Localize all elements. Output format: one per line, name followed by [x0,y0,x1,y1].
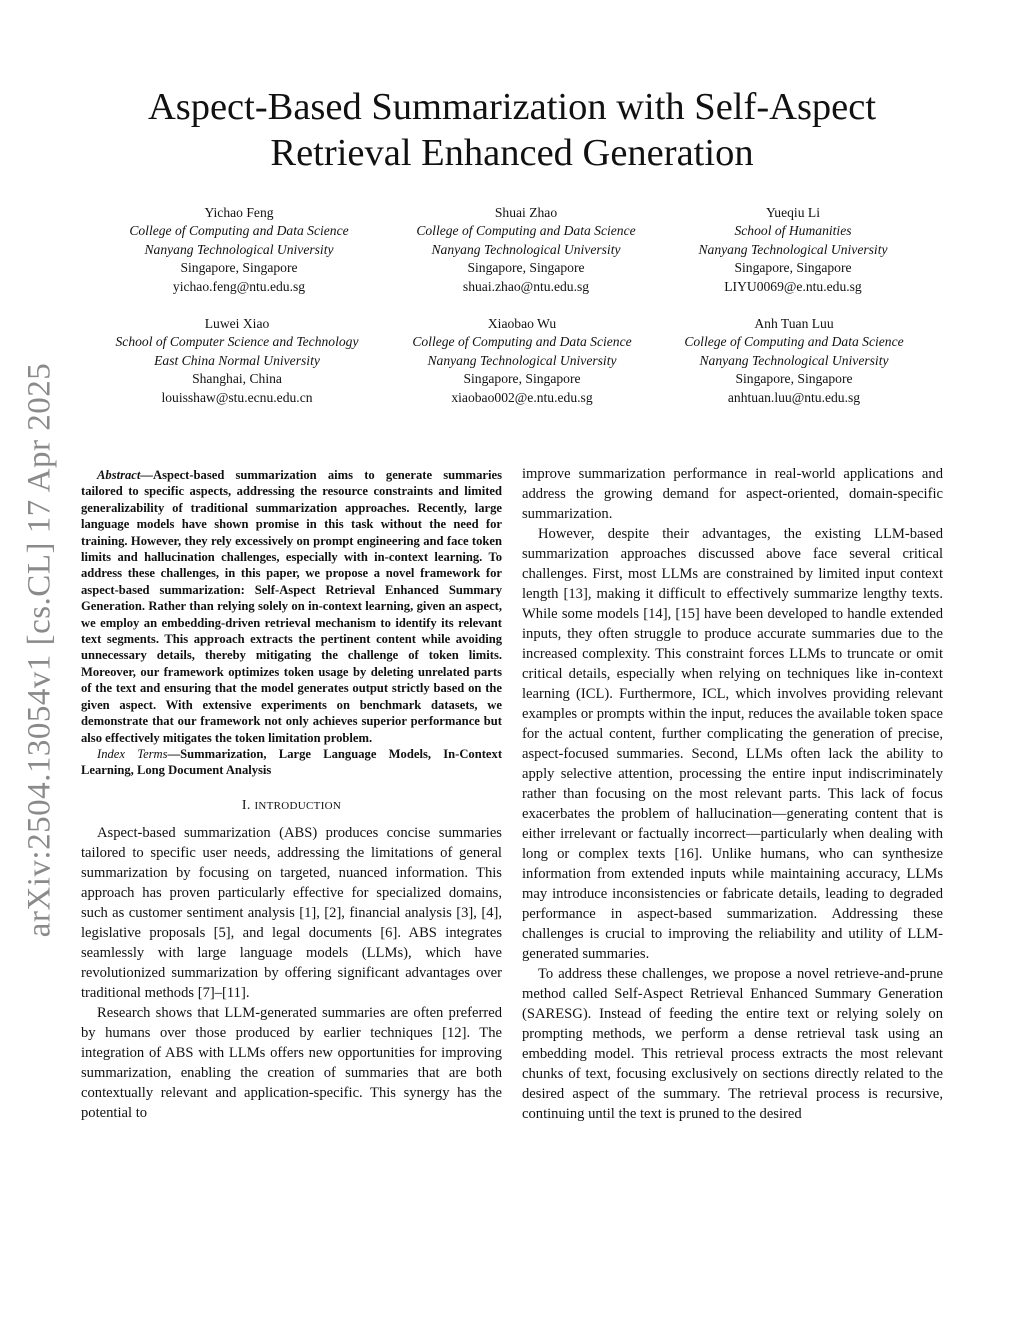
author-university: Nanyang Technological University [427,352,617,368]
abstract: Abstract—Aspect-based summarization aims to generate summaries tailored to specific aspects, addressing the resource constraints and limited generalizability of traditional summarization approaches. Recently, large language models have shown promise in this task without the need for training. However, they rely excessively on prompt engineering and face token limits and hallucination challenges, especially with in-context learning. To address these challenges, in this paper, we propose a novel framework for aspect-based summarization: Self-Aspect Retrieval Enhanced Summary Generation. Rather than relying solely on in-context learning, given an aspect, we employ an embedding-driven retrieval mechanism to identify its relevant text segments. This approach extracts the pertinent content while avoiding unnecessary details, thereby mitigating the challenge of token limits. Moreover, our framework optimizes token usage by deleting unrelated parts of the text and ensuring that the model generates output strictly based on the given aspect. With extensive experiments on benchmark datasets, we demonstrate that our framework not only achieves superior performance but also effectively mitigates the token limitation problem. [81,468,502,745]
author-block [644,315,944,407]
author-university: Nanyang Technological University [698,241,888,257]
author-block [89,204,389,296]
title-line-1: Aspect-Based Summarization with Self-Aspect [147,86,877,128]
body-paragraph: Aspect-based summarization (ABS) produces concise summaries tailored to specific user needs, addressing the limitations of general summarization by focusing on targeted, nuanced information. This approach has proven particularly effective for specialized domains, such as customer sentiment analysis [1], [2], financial analysis [3], [4], legislative proposals [5], and legal documents [6]. ABS integrates seamlessly with large language models (LLMs), which have revolutionized summarization by offering significant advantages over traditional methods [7]–[11]. [81,824,502,1001]
left-column [81,464,502,1123]
author-block [643,204,943,296]
author-location: Singapore, Singapore [735,371,853,387]
author-department: School of Computer Science and Technology [115,334,359,350]
author-location: Singapore, Singapore [463,371,581,387]
author-email: LIYU0069@e.ntu.edu.sg [724,278,862,294]
body-paragraph: To address these challenges, we propose a novel retrieve-and-prune method called Self-Aspect Retrieval Enhanced Summary Generation (SARESG). Instead of feeding the entire text or relying solely on prompting methods, we perform a dense retrieval task using an embedding model. This retrieval process extracts the most relevant chunks of text, focusing exclusively on sections directly related to the desired aspect of the summary. The retrieval process is recursive, continuing until the text is pruned to the desired [522,966,943,1122]
author-name: Shuai Zhao [494,205,558,220]
index-terms-label: Index Terms [97,746,168,761]
body-paragraph: improve summarization performance in real-world applications and address the growing demand for aspect-oriented, domain-specific summarization. [522,466,943,522]
abstract-text: Aspect-based summarization aims to generate summaries tailored to specific aspects, addressing the resource constraints and limited generalizability of traditional summarization approaches. Recently, large language models have shown promise in this task without the need for training. However, they rely excessively on prompt engineering and face token limits and hallucination challenges, especially with in-context learning. To address these challenges, in this paper, we propose a novel framework for aspect-based summarization: Self-Aspect Retrieval Enhanced Summary Generation. Rather than relying solely on in-context learning, given an aspect, we employ an embedding-driven retrieval mechanism to identify its relevant text segments. This approach extracts the pertinent content while avoiding unnecessary details, thereby mitigating the challenge of token limits. Moreover, our framework optimizes token usage by deleting unrelated parts of the text and ensuring that the model generates output strictly based on the given aspect. With extensive experiments on benchmark datasets, we demonstrate that our framework not only achieves superior performance but also effectively mitigates the token limitation problem. [81,468,502,745]
index-terms-text: Summarization, Large Language Models, In-Context Learning, Long Document Analysis [81,746,503,778]
index-terms: Index Terms—Summarization, Large Language Models, In-Context Learning, Long Document Analysis [81,746,503,778]
author-email: anhtuan.luu@ntu.edu.sg [727,389,861,405]
author-department: College of Computing and Data Science [412,334,632,350]
arxiv-identifier: arXiv:2504.13054v1 [cs.CL] 17 Apr 2025 [21,362,58,938]
author-email: xiaobao002@e.ntu.edu.sg [451,389,593,405]
right-column [522,464,943,1124]
author-location: Singapore, Singapore [467,260,585,276]
author-department: College of Computing and Data Science [129,223,349,239]
section-number: I. [241,797,251,813]
section-heading [81,796,502,816]
body-paragraph: However, despite their advantages, the existing LLM-based summarization approaches discussed above face several critical challenges. First, most LLMs are constrained by limited input context length [13], making it difficult to effectively summarize lengthy texts. While some models [14], [15] have been developed to handle extended inputs, they often struggle to produce accurate summaries due to the increased complexity. This constraint forces LLMs to truncate or omit critical details, especially when relying on techniques like in-context learning (ICL). Furthermore, ICL, which involves providing relevant examples or prompts within the input, reduces the available token space for the actual content, further complicating the generation of precise, aspect-focused summaries. Second, LLMs often lack the ability to apply selective attention, processing the entire input indiscriminately rather than focusing on the most relevant parts. This lack of focus exacerbates the problem of hallucination—generating content that is either irrelevant or factually incorrect—particularly when dealing with long or complex texts [16]. Unlike humans, who can synthesize information from extended inputs while maintaining accuracy, LLMs may introduce inconsistencies or fabricate details, leading to degraded performance in aspect-based summarization. Addressing these challenges is crucial to improving the reliability and utility of LLM-generated summaries. [522,526,943,962]
author-name: Yichao Feng [204,205,274,220]
author-name: Luwei Xiao [204,316,270,331]
author-block [372,315,672,407]
author-email: shuai.zhao@ntu.edu.sg [462,278,590,294]
author-location: Singapore, Singapore [734,260,852,276]
author-department: School of Humanities [734,223,852,239]
author-name: Xiaobao Wu [487,316,557,331]
author-location: Shanghai, China [192,371,282,387]
author-name: Yueqiu Li [766,205,820,220]
author-department: College of Computing and Data Science [684,334,904,350]
author-block [376,204,676,296]
author-name: Anh Tuan Luu [754,316,834,331]
author-university: Nanyang Technological University [699,352,889,368]
author-block [87,315,387,407]
author-location: Singapore, Singapore [180,260,298,276]
author-university: Nanyang Technological University [144,241,334,257]
title-line-2: Retrieval Enhanced Generation [270,132,754,174]
author-university: East China Normal University [154,352,320,368]
author-department: College of Computing and Data Science [416,223,636,239]
author-email: yichao.feng@ntu.edu.sg [172,278,306,294]
paper-title [80,84,944,176]
abstract-label: Abstract [97,468,141,482]
body-paragraph: Research shows that LLM-generated summaries are often preferred by humans over those produced by earlier techniques [12]. The integration of ABS with LLMs offers new opportunities for improving summarization, enabling the creation of summaries that are both contextually relevant and application-specific. This synergy has the potential to [81,1004,502,1121]
author-email: louisshaw@stu.ecnu.edu.cn [161,389,313,405]
section-title: INTRODUCTION [254,799,342,812]
author-university: Nanyang Technological University [431,241,621,257]
